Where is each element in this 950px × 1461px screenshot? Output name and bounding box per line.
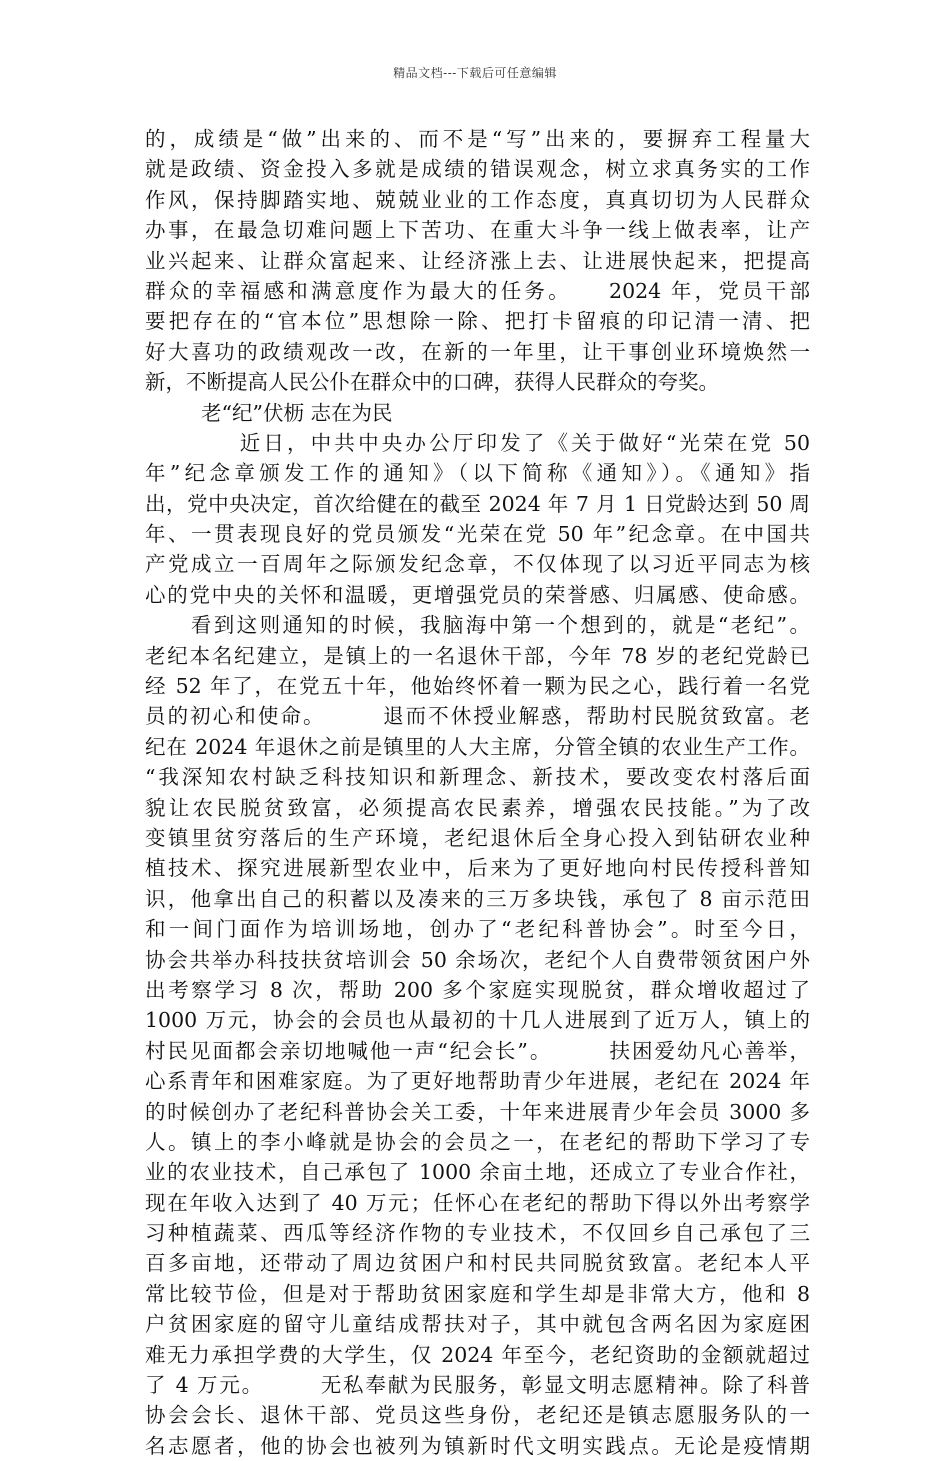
body-line: 心系青年和困难家庭。为了更好地帮助青少年进展，老纪在 2024 年 xyxy=(145,1069,810,1094)
body-line: 好大喜功的政绩观改一改，在新的一年里，让干事创业环境焕然一 xyxy=(145,339,810,364)
body-line: 业的农业技术，自己承包了 1000 余亩土地，还成立了专业合作社， xyxy=(145,1160,810,1185)
body-line: 年、一贯表现良好的党员颁发“光荣在党 50 年”纪念章。在中国共 xyxy=(145,522,810,547)
body-line: 1000 万元，协会的会员也从最初的十几人进展到了近万人，镇上的 xyxy=(145,1008,810,1033)
body-line: 要把存在的“官本位”思想除一除、把打卡留痕的印记清一清、把 xyxy=(145,309,810,334)
body-line: 业兴起来、让群众富起来、让经济涨上去、让进展快起来，把提高 xyxy=(145,248,810,273)
body-line: 产党成立一百周年之际颁发纪念章，不仅体现了以习近平同志为核 xyxy=(145,552,810,577)
body-line: 现在年收入达到了 40 万元；任怀心在老纪的帮助下得以外出考察学 xyxy=(145,1190,810,1215)
document-body xyxy=(145,124,810,1461)
body-line: 办事，在最急切难问题上下苦功、在重大斗争一线上做表率，让产 xyxy=(145,218,810,243)
body-line: 变镇里贫穷落后的生产环境，老纪退休后全身心投入到钻研农业种 xyxy=(145,825,810,850)
body-line: 群众的幸福感和满意度作为最大的任务。 2024 年，党员干部 xyxy=(145,278,810,303)
body-line: 出考察学习 8 次，帮助 200 多个家庭实现脱贫，群众增收超过了 xyxy=(145,977,810,1002)
page-header: 精品文档---下载后可任意编辑 xyxy=(393,66,557,80)
body-line: 的时候创办了老纪科普协会关工委，十年来进展青少年会员 3000 多 xyxy=(145,1099,810,1124)
body-line: 协会会长、退休干部、党员这些身份，老纪还是镇志愿服务队的一 xyxy=(145,1403,810,1428)
body-line: 的，成绩是“做”出来的、而不是“写”出来的，要摒弃工程量大 xyxy=(145,127,810,151)
body-line: 人。镇上的李小峰就是协会的会员之一，在老纪的帮助下学习了专 xyxy=(145,1129,810,1154)
body-line: 看到这则通知的时候，我脑海中第一个想到的，就是“老纪”。 xyxy=(145,613,810,638)
body-line: 貌让农民脱贫致富，必须提高农民素养，增强农民技能。”为了改 xyxy=(145,795,810,820)
body-line: 纪在 2024 年退休之前是镇里的人大主席，分管全镇的农业生产工作。 xyxy=(145,734,810,759)
body-line: 出，党中央决定，首次给健在的截至 2024 年 7 月 1 日党龄达到 50 周 xyxy=(145,491,810,516)
body-line: 植技术、探究进展新型农业中，后来为了更好地向村民传授科普知 xyxy=(145,856,810,881)
section-title: 老“纪”伏枥 志在为民 xyxy=(201,400,393,425)
body-line: 难无力承担学费的大学生，仅 2024 年至今，老纪资助的金额就超过 xyxy=(145,1342,810,1367)
body-line: 近日，中共中央办公厅印发了《关于做好“光荣在党 50 xyxy=(145,430,810,455)
body-line: 新，不断提高人民公仆在群众中的口碑，获得人民群众的夸奖。 xyxy=(145,370,719,395)
body-line: 户贫困家庭的留守儿童结成帮扶对子，其中就包含两名因为家庭困 xyxy=(145,1312,810,1337)
body-line: 年”纪念章颁发工作的通知》（以下简称《通知》）。《通知》指 xyxy=(145,461,810,486)
body-line: 员的初心和使命。 退而不休授业解惑，帮助村民脱贫致富。老 xyxy=(145,704,810,729)
body-line: 就是政绩、资金投入多就是成绩的错误观念，树立求真务实的工作 xyxy=(145,157,810,182)
body-line: 百多亩地，还带动了周边贫困户和村民共同脱贫致富。老纪本人平 xyxy=(145,1251,810,1276)
body-line: 常比较节俭，但是对于帮助贫困家庭和学生却是非常大方，他和 8 xyxy=(145,1281,810,1306)
body-line: 作风，保持脚踏实地、兢兢业业的工作态度，真真切切为人民群众 xyxy=(145,187,810,212)
body-line: 协会共举办科技扶贫培训会 50 余场次，老纪个人自费带领贫困户外 xyxy=(145,947,810,972)
body-line: “我深知农村缺乏科技知识和新理念、新技术，要改变农村落后面 xyxy=(145,765,810,790)
body-line: 老纪本名纪建立，是镇上的一名退休干部，今年 78 岁的老纪党龄已 xyxy=(145,643,810,668)
body-line: 村民见面都会亲切地喊他一声“纪会长”。 扶困爱幼凡心善举， xyxy=(145,1038,810,1063)
body-line: 名志愿者，他的协会也被列为镇新时代文明实践点。无论是疫情期 xyxy=(145,1433,810,1458)
body-line: 和一间门面作为培训场地，创办了“老纪科普协会”。时至今日， xyxy=(145,917,810,942)
body-line: 了 4 万元。 无私奉献为民服务，彰显文明志愿精神。除了科普 xyxy=(145,1373,810,1398)
body-line: 经 52 年了，在党五十年，他始终怀着一颗为民之心，践行着一名党 xyxy=(145,674,810,699)
body-line: 习种植蔬菜、西瓜等经济作物的专业技术，不仅回乡自己承包了三 xyxy=(145,1221,810,1246)
body-line: 心的党中央的关怀和温暖，更增强党员的荣誉感、归属感、使命感。 xyxy=(145,582,810,607)
body-line: 识，他拿出自己的积蓄以及凑来的三万多块钱，承包了 8 亩示范田 xyxy=(145,886,810,911)
